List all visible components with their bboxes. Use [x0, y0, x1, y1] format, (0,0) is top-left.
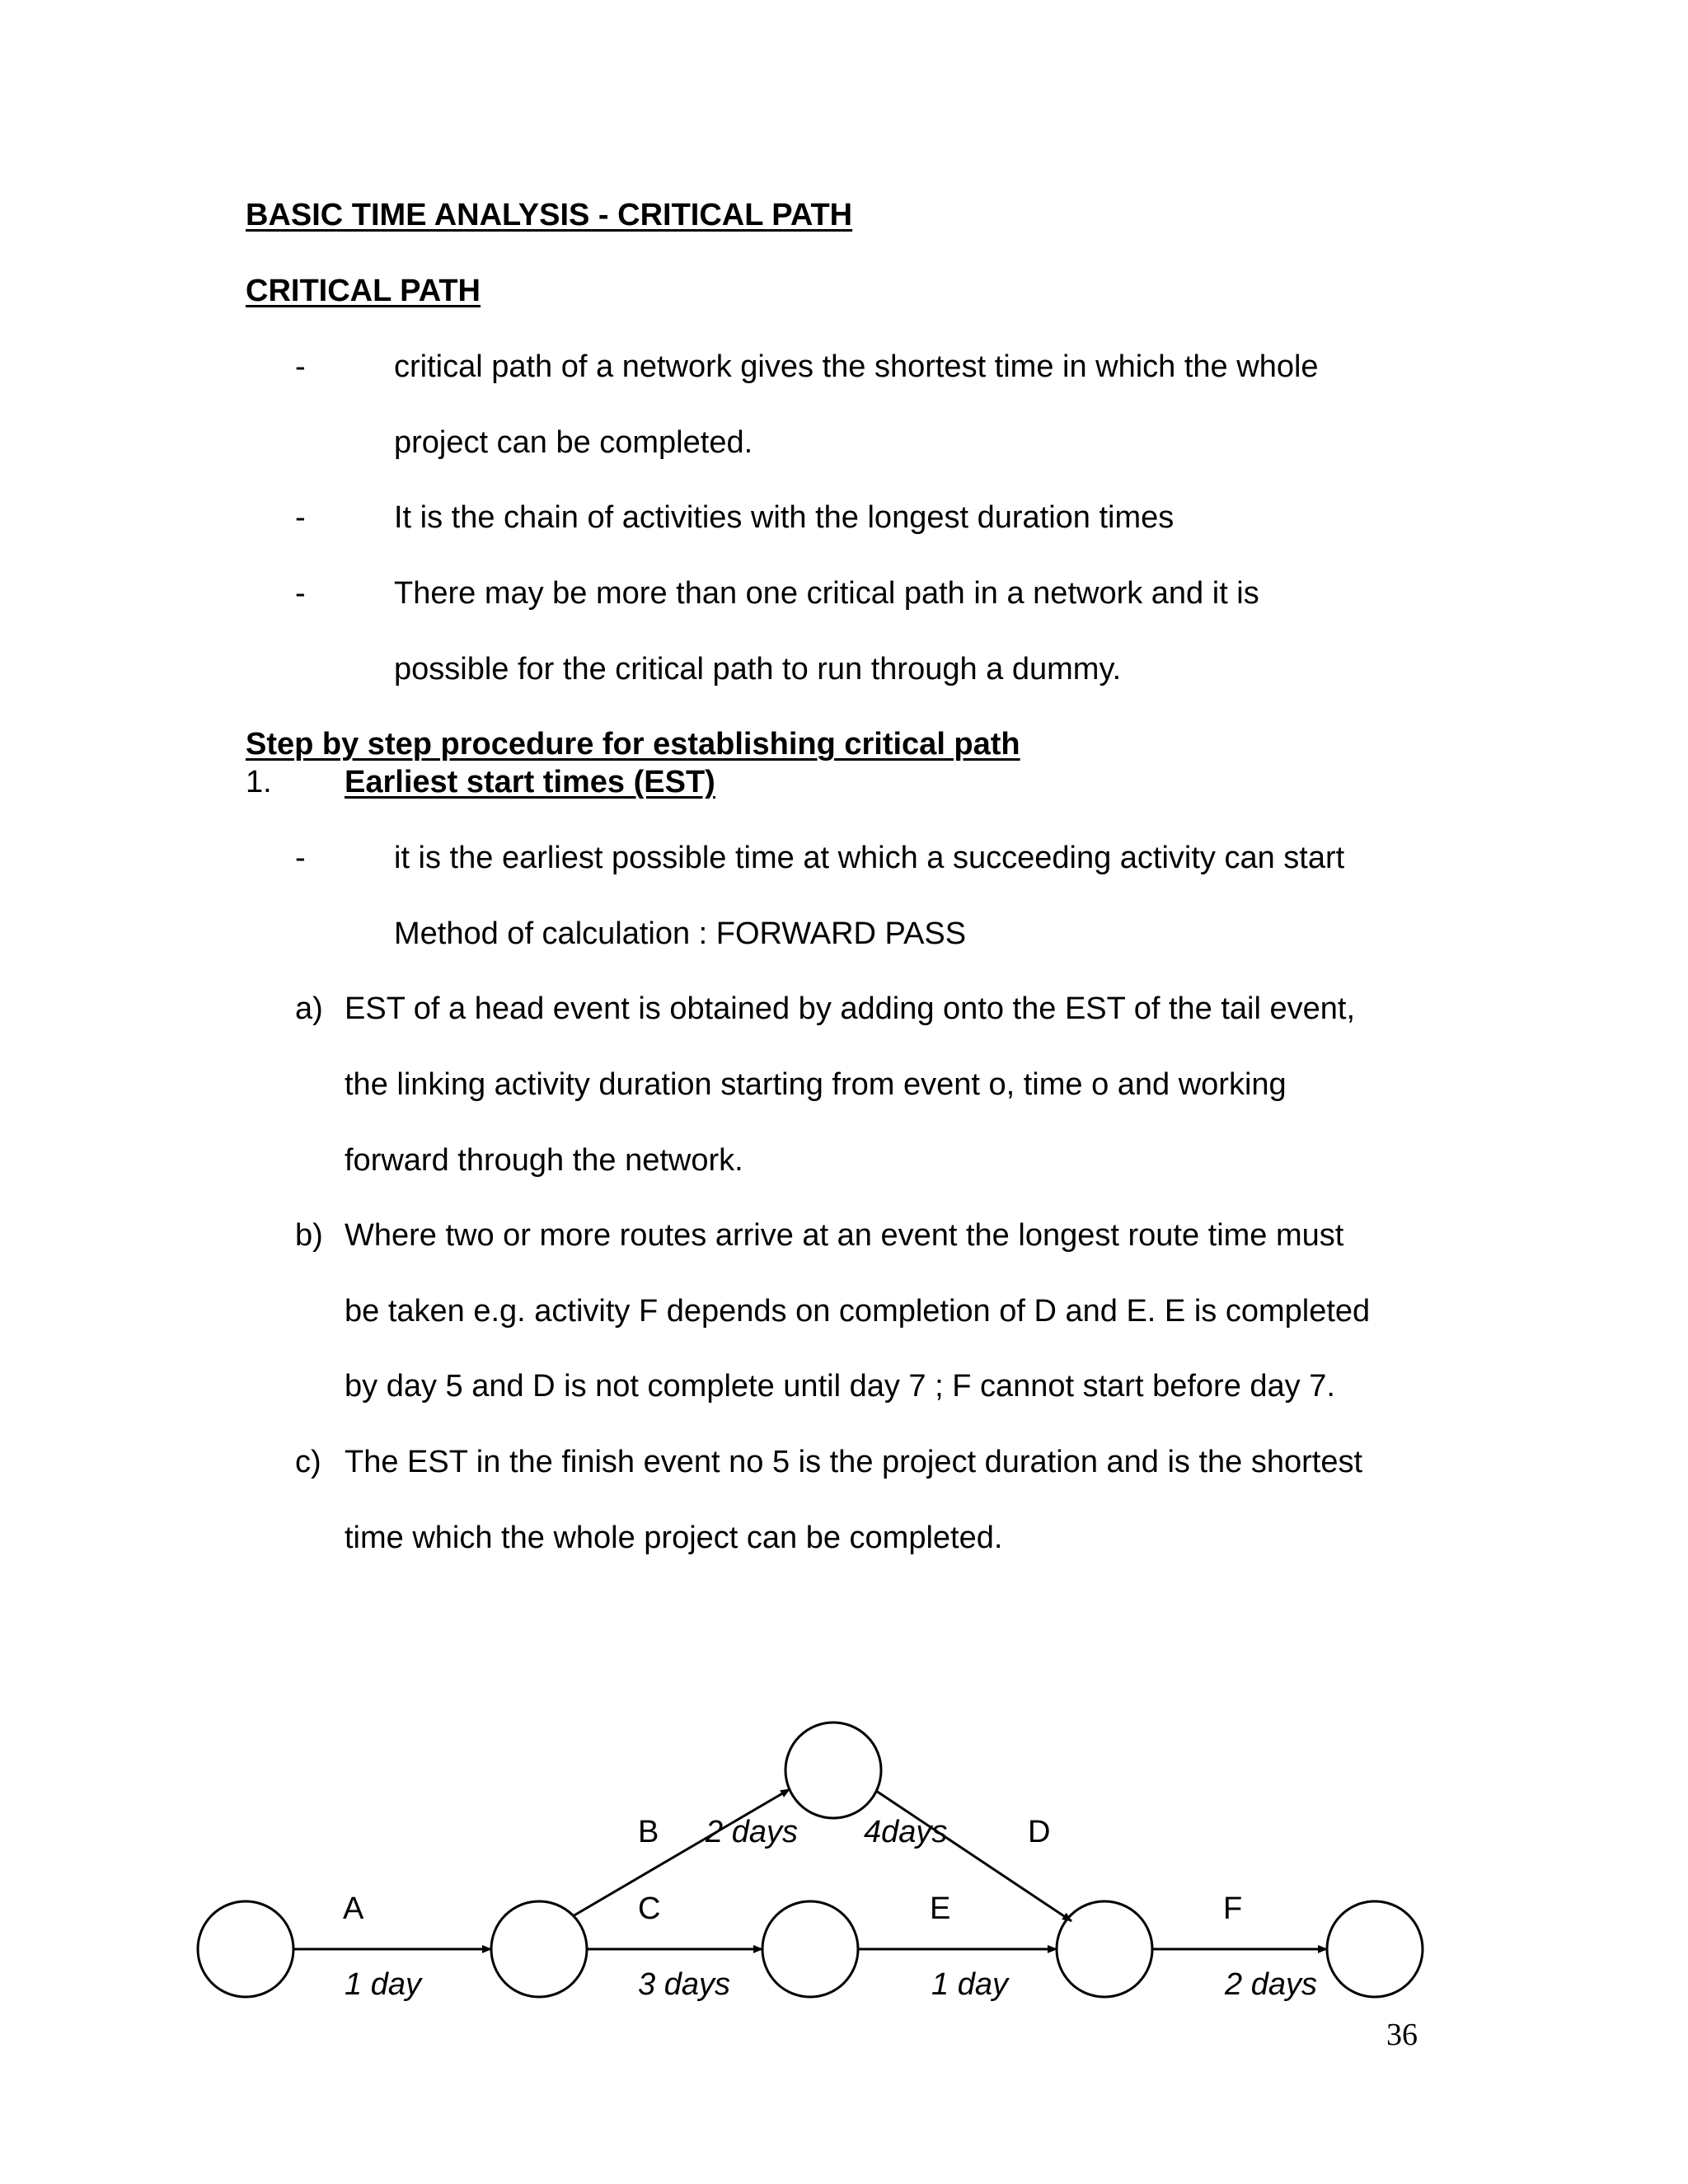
event-node [1057, 1901, 1152, 1997]
item-text-line: be taken e.g. activity F depends on completion of D and E. E is completed [345, 1294, 1371, 1329]
bullet-text-line: There may be more than one critical path in a network and it is [394, 576, 1259, 611]
bullet-marker: - [295, 349, 306, 384]
item-label: b) [295, 1218, 323, 1253]
bullet-text-line: It is the chain of activities with the longest duration times [394, 500, 1175, 535]
item-text-line: by day 5 and D is not complete until day 7 ; F cannot start before day 7. [345, 1369, 1335, 1404]
item-text-line: the linking activity duration starting from event o, time o and working [345, 1067, 1287, 1102]
item-text-line: forward through the network. [345, 1143, 743, 1178]
activity-duration: 3 days [638, 1967, 730, 2002]
section-heading-critical-path: CRITICAL PATH [246, 274, 481, 308]
activity-label: F [1223, 1891, 1243, 1926]
item-label: c) [295, 1445, 321, 1479]
page-number: 36 [1386, 2018, 1418, 2052]
step-number: 1. [246, 765, 272, 799]
event-node [785, 1722, 881, 1818]
activity-label: E [930, 1891, 951, 1926]
activity-duration: 2 days [706, 1815, 798, 1849]
activity-duration: 1 day [931, 1967, 1008, 2002]
event-node [762, 1901, 858, 1997]
bullet-marker: - [295, 576, 306, 611]
item-text-line: The EST in the finish event no 5 is the project duration and is the shortest [345, 1445, 1363, 1479]
item-text-line: EST of a head event is obtained by adding onto the EST of the tail event, [345, 991, 1356, 1026]
activity-duration: 4days [864, 1815, 948, 1849]
page-title: BASIC TIME ANALYSIS - CRITICAL PATH [246, 198, 853, 232]
activity-duration: 1 day [345, 1967, 421, 2002]
activity-label: D [1028, 1815, 1051, 1849]
bullet-text-line: Method of calculation : FORWARD PASS [394, 916, 967, 951]
activity-label: A [343, 1891, 364, 1926]
bullet-text-line: project can be completed. [394, 425, 753, 460]
activity-label: C [638, 1891, 661, 1926]
activity-label: B [638, 1815, 659, 1849]
bullet-text-line: possible for the critical path to run through a dummy. [394, 652, 1122, 687]
step-heading-est: Earliest start times (EST) [345, 765, 715, 799]
activity-arrow-d [876, 1791, 1071, 1921]
event-node [198, 1901, 293, 1997]
bullet-marker: - [295, 841, 306, 875]
item-label: a) [295, 991, 323, 1026]
item-text-line: time which the whole project can be completed. [345, 1521, 1003, 1555]
procedure-heading: Step by step procedure for establishing critical path [246, 727, 1020, 762]
bullet-text-line: critical path of a network gives the shortest time in which the whole [394, 349, 1319, 384]
activity-arrow-b [573, 1789, 790, 1916]
event-node [1327, 1901, 1423, 1997]
activity-duration: 2 days [1225, 1967, 1317, 2002]
bullet-marker: - [295, 500, 306, 535]
bullet-text-line: it is the earliest possible time at which a succeeding activity can start [394, 841, 1345, 875]
item-text-line: Where two or more routes arrive at an event the longest route time must [345, 1218, 1344, 1253]
event-node [491, 1901, 587, 1997]
